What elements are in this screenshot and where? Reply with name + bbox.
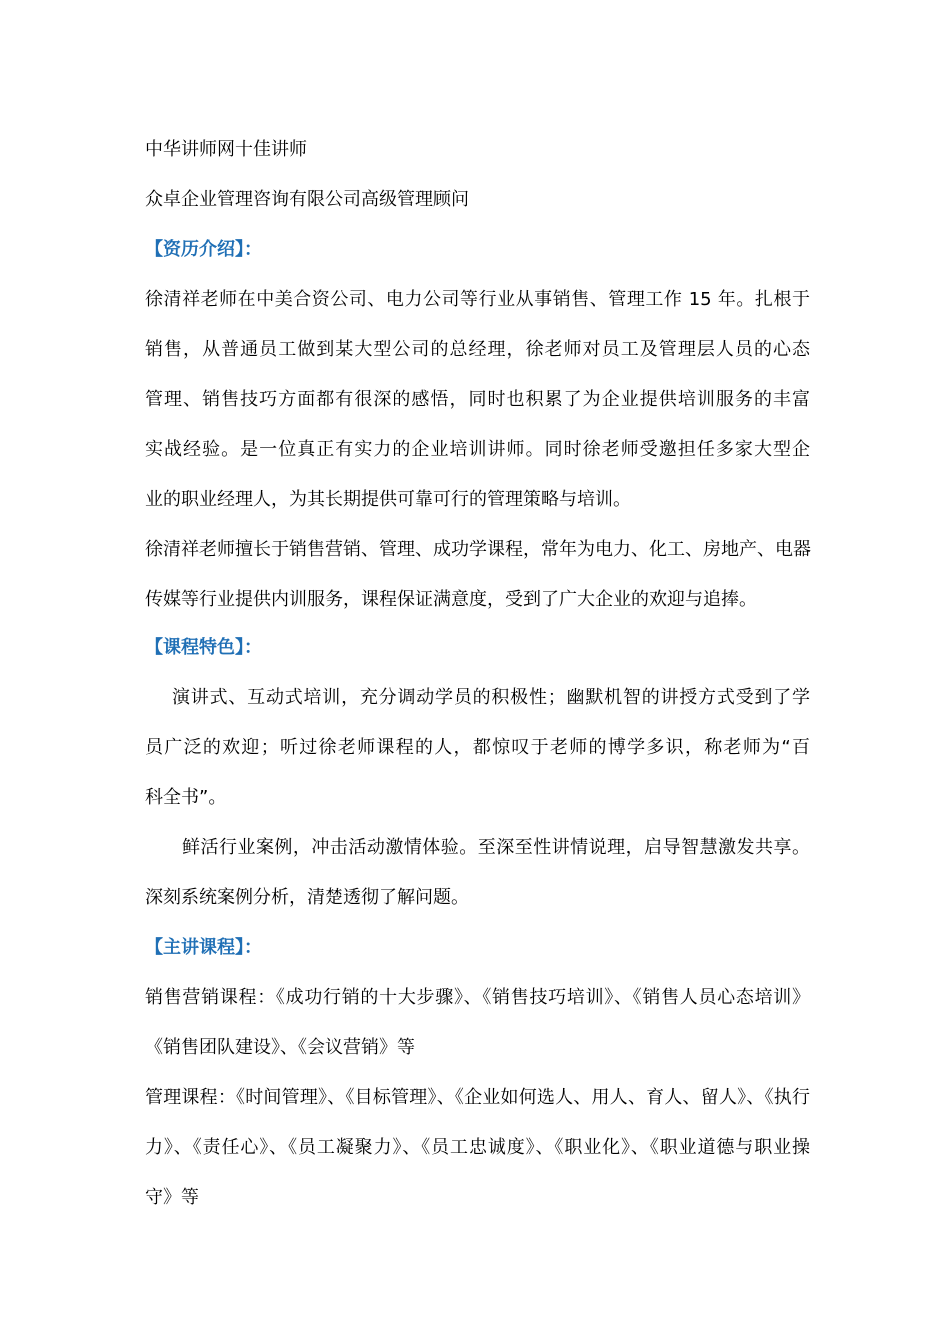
- features-p2-line: 鲜活行业案例，冲击活动激情体验。至深至性讲情说理，启导智慧激发共享。: [182, 837, 810, 858]
- qualification-p1-line: 管理、销售技巧方面都有很深的感悟，同时也积累了为企业提供培训服务的丰富: [145, 389, 810, 410]
- qualification-p1-line: 销售，从普通员工做到某大型公司的总经理，徐老师对员工及管理层人员的心态: [145, 339, 810, 360]
- sales-courses-line: 《销售团队建设》、《会议营销》等: [145, 1037, 415, 1058]
- features-p1-line: 员广泛的欢迎；听过徐老师课程的人，都惊叹于老师的博学多识，称老师为“百: [145, 737, 810, 758]
- qualification-p1-line: 实战经验。是一位真正有实力的企业培训讲师。同时徐老师受邀担任多家大型企: [145, 439, 810, 460]
- features-p2-line: 深刻系统案例分析，清楚透彻了解问题。: [145, 887, 469, 908]
- management-courses-line: 力》、《责任心》、《员工凝聚力》、《员工忠诚度》、《职业化》、《职业道德与职业操: [145, 1137, 810, 1158]
- qualification-p2-line: 传媒等行业提供内训服务，课程保证满意度，受到了广大企业的欢迎与追捧。: [145, 589, 757, 610]
- qualification-p1-line: 业的职业经理人，为其长期提供可靠可行的管理策略与培训。: [145, 489, 631, 510]
- management-courses-line: 守》等: [145, 1187, 199, 1208]
- qualification-p1-line: 徐清祥老师在中美合资公司、电力公司等行业从事销售、管理工作 15 年。扎根于: [145, 289, 810, 310]
- position-line: 众卓企业管理咨询有限公司高级管理顾问: [145, 189, 469, 210]
- features-p1-line: 科全书”。: [145, 787, 227, 808]
- title-line: 中华讲师网十佳讲师: [145, 139, 307, 160]
- features-heading: 【课程特色】：: [145, 637, 262, 658]
- sales-courses-line: 销售营销课程：《成功行销的十大步骤》、《销售技巧培训》、《销售人员心态培训》: [145, 987, 810, 1008]
- qualification-p2-line: 徐清祥老师擅长于销售营销、管理、成功学课程，常年为电力、化工、房地产、电器: [145, 539, 811, 560]
- courses-heading: 【主讲课程】：: [145, 937, 262, 958]
- features-p1-line: 演讲式、互动式培训，充分调动学员的积极性；幽默机智的讲授方式受到了学: [172, 687, 810, 708]
- management-courses-line: 管理课程：《时间管理》、《目标管理》、《企业如何选人、用人、育人、留人》、《执行: [145, 1087, 810, 1108]
- qualification-heading: 【资历介绍】：: [145, 239, 262, 260]
